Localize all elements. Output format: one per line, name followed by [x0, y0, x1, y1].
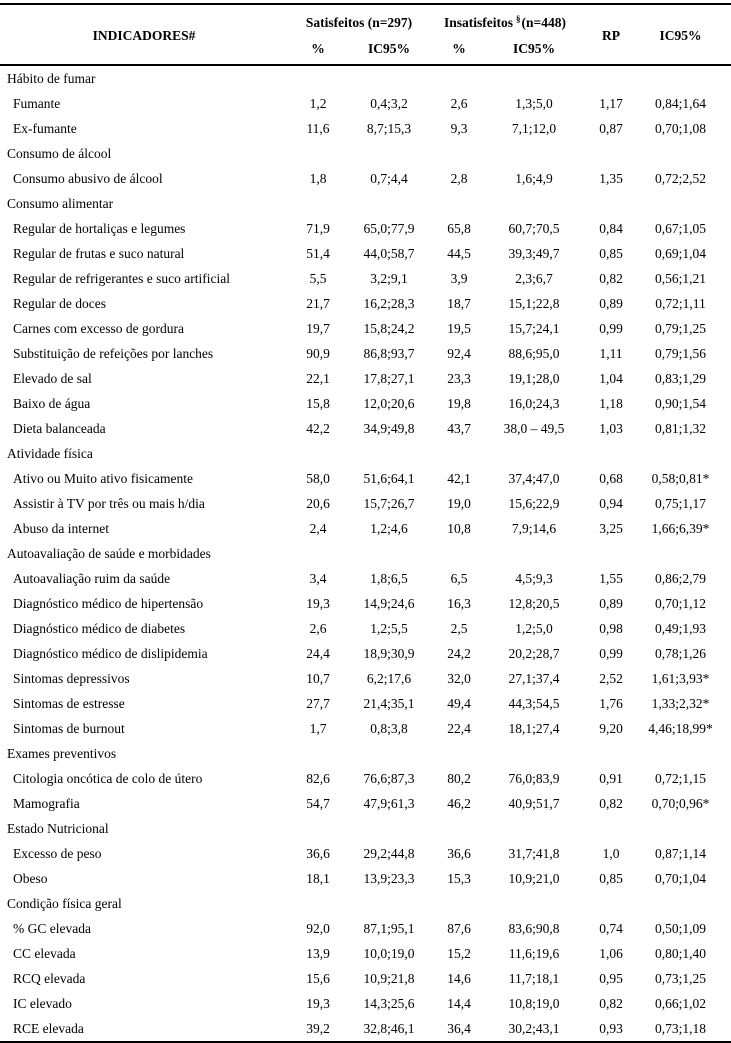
insatisfeitos-pct: 14,6: [447, 970, 471, 986]
table-row: [0, 991, 731, 1016]
satisfeitos-pct: 19,7: [306, 320, 330, 336]
satisfeitos-ic95: 0,7;4,4: [370, 170, 408, 186]
satisfeitos-pct: 39,2: [306, 1020, 330, 1036]
insatisfeitos-ic95: 44,3;54,5: [508, 695, 560, 711]
table-row: [0, 866, 731, 891]
satisfeitos-ic95: 86,8;93,7: [363, 345, 415, 361]
insatisfeitos-pct: 19,8: [447, 395, 471, 411]
insatisfeitos-pct: 24,2: [447, 645, 471, 661]
subheader-satisfeitos-ic95: IC95%: [367, 41, 410, 57]
subheader-insatisfeitos-ic95: IC95%: [512, 41, 555, 57]
satisfeitos-pct: 15,8: [306, 395, 330, 411]
indicator-label: Diagnóstico médico de hipertensão: [13, 595, 204, 611]
section-title: Condição física geral: [7, 895, 122, 911]
satisfeitos-ic95: 29,2;44,8: [363, 845, 415, 861]
satisfeitos-ic95: 8,7;15,3: [366, 120, 412, 136]
rp-value: 0,85: [599, 870, 623, 886]
rp-ic95: 0,80;1,40: [654, 945, 706, 961]
satisfeitos-pct: 21,7: [306, 295, 330, 311]
indicator-label: Dieta balanceada: [13, 420, 106, 436]
section-header-row: [0, 441, 731, 466]
rp-ic95: 0,86;2,79: [654, 570, 706, 586]
rp-ic95: 0,66;1,02: [654, 995, 706, 1011]
subheader-insatisfeitos-pct: %: [452, 41, 466, 57]
indicator-label: Diagnóstico médico de diabetes: [13, 620, 186, 636]
satisfeitos-pct: 18,1: [306, 870, 330, 886]
satisfeitos-ic95: 47,9;61,3: [363, 795, 415, 811]
rp-value: 0,85: [599, 245, 623, 261]
insatisfeitos-pct: 15,2: [447, 945, 471, 961]
rp-value: 0,91: [599, 770, 623, 786]
insatisfeitos-pct: 46,2: [447, 795, 471, 811]
rp-value: 1,0: [602, 845, 620, 861]
satisfeitos-ic95: 0,8;3,8: [370, 720, 408, 736]
satisfeitos-ic95: 1,8;6,5: [370, 570, 408, 586]
rp-value: 0,89: [599, 295, 623, 311]
indicator-label: Substituição de refeições por lanches: [13, 345, 214, 361]
satisfeitos-ic95: 0,4;3,2: [370, 95, 408, 111]
section-header-row: [0, 65, 731, 91]
indicator-label: % GC elevada: [13, 920, 91, 936]
insatisfeitos-pct: 43,7: [447, 420, 471, 436]
insatisfeitos-ic95: 83,6;90,8: [508, 920, 560, 936]
satisfeitos-pct: 3,4: [309, 570, 327, 586]
indicator-label: Carnes com excesso de gordura: [13, 320, 184, 336]
insatisfeitos-ic95: 15,1;22,8: [508, 295, 560, 311]
satisfeitos-pct: 54,7: [306, 795, 330, 811]
satisfeitos-ic95: 3,2;9,1: [370, 270, 408, 286]
satisfeitos-ic95: 1,2;4,6: [370, 520, 408, 536]
insatisfeitos-ic95: 20,2;28,7: [508, 645, 560, 661]
insatisfeitos-ic95: 76,0;83,9: [508, 770, 560, 786]
rp-ic95: 0,72;2,52: [654, 170, 706, 186]
table-row: [0, 566, 731, 591]
insatisfeitos-pct: 3,9: [450, 270, 468, 286]
section-symbol: §: [516, 13, 521, 24]
insatisfeitos-ic95: 30,2;43,1: [508, 1020, 560, 1036]
satisfeitos-ic95: 13,9;23,3: [363, 870, 415, 886]
satisfeitos-ic95: 1,2;5,5: [370, 620, 408, 636]
table-row: [0, 591, 731, 616]
insatisfeitos-ic95: 38,0 – 49,5: [503, 420, 565, 436]
rp-value: 1,18: [599, 395, 623, 411]
satisfeitos-ic95: 32,8;46,1: [363, 1020, 415, 1036]
table-row: [0, 516, 731, 541]
subheader-satisfeitos-pct: %: [311, 41, 325, 57]
insatisfeitos-pct: 44,5: [447, 245, 471, 261]
satisfeitos-ic95: 34,9;49,8: [363, 420, 415, 436]
indicators-table: [0, 3, 731, 1043]
indicator-label: Ativo ou Muito ativo fisicamente: [13, 470, 193, 486]
group-header-row: [0, 4, 731, 38]
insatisfeitos-pct: 42,1: [447, 470, 471, 486]
rp-value: 0,89: [599, 595, 623, 611]
section-header-row: [0, 741, 731, 766]
satisfeitos-pct: 58,0: [306, 470, 330, 486]
satisfeitos-pct: 5,5: [309, 270, 327, 286]
col-header-indicadores: INDICADORES#: [92, 28, 196, 44]
section-title: Consumo alimentar: [7, 195, 114, 211]
section-header-row: [0, 541, 731, 566]
rp-ic95: 0,79;1,56: [654, 345, 706, 361]
table-row: [0, 916, 731, 941]
rp-ic95: 0,70;1,12: [654, 595, 706, 611]
insatisfeitos-pct: 15,3: [447, 870, 471, 886]
indicator-label: Fumante: [13, 95, 61, 111]
table-row: [0, 241, 731, 266]
table-row: [0, 166, 731, 191]
insatisfeitos-ic95: 18,1;27,4: [508, 720, 560, 736]
indicator-label: Ex-fumante: [13, 120, 77, 136]
insatisfeitos-pct: 10,8: [447, 520, 471, 536]
satisfeitos-ic95: 10,9;21,8: [363, 970, 415, 986]
insatisfeitos-pct: 16,3: [447, 595, 471, 611]
satisfeitos-pct: 15,6: [306, 970, 330, 986]
section-title: Atividade física: [7, 445, 93, 461]
insatisfeitos-pct: 14,4: [447, 995, 471, 1011]
indicator-label: Regular de refrigerantes e suco artificial: [13, 270, 231, 286]
satisfeitos-ic95: 12,0;20,6: [363, 395, 415, 411]
satisfeitos-pct: 20,6: [306, 495, 330, 511]
insatisfeitos-ic95: 19,1;28,0: [508, 370, 560, 386]
rp-value: 0,82: [599, 795, 623, 811]
satisfeitos-pct: 2,6: [309, 620, 327, 636]
satisfeitos-pct: 92,0: [306, 920, 330, 936]
indicator-label: Sintomas de estresse: [13, 695, 125, 711]
rp-ic95: 0,72;1,15: [654, 770, 706, 786]
indicator-label: Regular de hortaliças e legumes: [13, 220, 186, 236]
table-row: [0, 341, 731, 366]
col-header-rp: RP: [602, 28, 620, 44]
insatisfeitos-label: Insatisfeitos: [444, 15, 514, 31]
table-row: [0, 291, 731, 316]
insatisfeitos-ic95: 88,6;95,0: [508, 345, 560, 361]
rp-ic95: 0,73;1,18: [654, 1020, 706, 1036]
insatisfeitos-ic95: 4,5;9,3: [515, 570, 553, 586]
insatisfeitos-pct: 80,2: [447, 770, 471, 786]
rp-ic95: 0,49;1,93: [654, 620, 706, 636]
table-row: [0, 266, 731, 291]
table-row: [0, 841, 731, 866]
rp-value: 1,17: [599, 95, 623, 111]
insatisfeitos-ic95: 7,9;14,6: [511, 520, 557, 536]
table-row: [0, 641, 731, 666]
rp-value: 0,94: [599, 495, 623, 511]
rp-value: 0,82: [599, 995, 623, 1011]
table-row: [0, 391, 731, 416]
satisfeitos-pct: 13,9: [306, 945, 330, 961]
table-row: [0, 691, 731, 716]
rp-ic95: 4,46;18,99*: [648, 720, 713, 736]
section-header-row: [0, 191, 731, 216]
rp-value: 1,06: [599, 945, 623, 961]
rp-ic95: 0,73;1,25: [654, 970, 706, 986]
insatisfeitos-ic95: 7,1;12,0: [511, 120, 557, 136]
rp-ic95: 0,70;1,04: [654, 870, 706, 886]
insatisfeitos-pct: 36,4: [447, 1020, 471, 1036]
insatisfeitos-pct: 18,7: [447, 295, 471, 311]
indicator-label: Autoavaliação ruim da saúde: [13, 570, 171, 586]
rp-ic95: 1,33;2,32*: [651, 695, 710, 711]
table-row: [0, 766, 731, 791]
table-row: [0, 466, 731, 491]
insatisfeitos-ic95: 37,4;47,0: [508, 470, 560, 486]
satisfeitos-pct: 22,1: [306, 370, 330, 386]
satisfeitos-pct: 36,6: [306, 845, 330, 861]
insatisfeitos-pct: 87,6: [447, 920, 471, 936]
table-row: [0, 491, 731, 516]
satisfeitos-pct: 27,7: [306, 695, 330, 711]
insatisfeitos-ic95: 16,0;24,3: [508, 395, 560, 411]
rp-ic95: 0,58;0,81*: [651, 470, 710, 486]
insatisfeitos-ic95: 11,6;19,6: [508, 945, 560, 961]
rp-ic95: 0,79;1,25: [654, 320, 706, 336]
insatisfeitos-ic95: 60,7;70,5: [508, 220, 560, 236]
indicator-label: Sintomas de burnout: [13, 720, 125, 736]
table-row: [0, 1016, 731, 1042]
insatisfeitos-pct: 19,5: [447, 320, 471, 336]
satisfeitos-pct: 2,4: [309, 520, 327, 536]
insatisfeitos-pct: 22,4: [447, 720, 471, 736]
col-header-satisfeitos: Satisfeitos (n=297): [305, 15, 413, 31]
satisfeitos-pct: 1,2: [309, 95, 327, 111]
rp-value: 0,93: [599, 1020, 623, 1036]
satisfeitos-ic95: 15,7;26,7: [363, 495, 415, 511]
insatisfeitos-ic95: 12,8;20,5: [508, 595, 560, 611]
table-row: [0, 116, 731, 141]
rp-value: 2,52: [599, 670, 623, 686]
satisfeitos-ic95: 10,0;19,0: [363, 945, 415, 961]
satisfeitos-pct: 19,3: [306, 995, 330, 1011]
insatisfeitos-pct: 49,4: [447, 695, 471, 711]
rp-value: 1,11: [599, 345, 623, 361]
satisfeitos-pct: 10,7: [306, 670, 330, 686]
satisfeitos-ic95: 65,0;77,9: [363, 220, 415, 236]
insatisfeitos-pct: 2,6: [450, 95, 468, 111]
rp-ic95: 0,90;1,54: [654, 395, 706, 411]
satisfeitos-ic95: 17,8;27,1: [363, 370, 415, 386]
satisfeitos-ic95: 6,2;17,6: [366, 670, 412, 686]
table-row: [0, 316, 731, 341]
satisfeitos-ic95: 76,6;87,3: [363, 770, 415, 786]
satisfeitos-pct: 71,9: [306, 220, 330, 236]
insatisfeitos-ic95: 10,8;19,0: [508, 995, 560, 1011]
satisfeitos-pct: 1,7: [309, 720, 327, 736]
indicator-label: CC elevada: [13, 945, 76, 961]
section-title: Hábito de fumar: [7, 70, 96, 86]
rp-ic95: 0,75;1,17: [654, 495, 706, 511]
insatisfeitos-ic95: 39,3;49,7: [508, 245, 560, 261]
insatisfeitos-ic95: 40,9;51,7: [508, 795, 560, 811]
rp-value: 0,68: [599, 470, 623, 486]
col-header-insatisfeitos: [430, 4, 580, 38]
rp-ic95: 0,83;1,29: [654, 370, 706, 386]
insatisfeitos-pct: 9,3: [450, 120, 468, 136]
insatisfeitos-ic95: 10,9;21,0: [508, 870, 560, 886]
satisfeitos-ic95: 15,8;24,2: [363, 320, 415, 336]
satisfeitos-pct: 51,4: [306, 245, 330, 261]
insatisfeitos-pct: 6,5: [450, 570, 468, 586]
rp-ic95: 1,61;3,93*: [651, 670, 710, 686]
indicator-label: Assistir à TV por três ou mais h/dia: [13, 495, 205, 511]
insatisfeitos-pct: 2,8: [450, 170, 468, 186]
section-title: Consumo de álcool: [7, 145, 112, 161]
rp-ic95: 0,87;1,14: [654, 845, 706, 861]
rp-value: 1,03: [599, 420, 623, 436]
satisfeitos-ic95: 87,1;95,1: [363, 920, 415, 936]
rp-value: 1,55: [599, 570, 623, 586]
indicator-label: Mamografia: [13, 795, 80, 811]
insatisfeitos-ic95: 2,3;6,7: [515, 270, 553, 286]
indicator-label: Regular de doces: [13, 295, 106, 311]
satisfeitos-pct: 11,6: [306, 120, 330, 136]
table-row: [0, 416, 731, 441]
insatisfeitos-pct: 23,3: [447, 370, 471, 386]
insatisfeitos-pct: 65,8: [447, 220, 471, 236]
rp-value: 0,82: [599, 270, 623, 286]
table-row: [0, 791, 731, 816]
rp-ic95: 0,81;1,32: [654, 420, 706, 436]
table-row: [0, 216, 731, 241]
rp-value: 0,99: [599, 645, 623, 661]
insatisfeitos-ic95: 1,6;4,9: [515, 170, 553, 186]
rp-ic95: 0,50;1,09: [654, 920, 706, 936]
satisfeitos-ic95: 18,9;30,9: [363, 645, 415, 661]
satisfeitos-pct: 1,8: [309, 170, 327, 186]
indicator-label: Excesso de peso: [13, 845, 102, 861]
table-row: [0, 966, 731, 991]
insatisfeitos-ic95: 27,1;37,4: [508, 670, 560, 686]
satisfeitos-ic95: 14,9;24,6: [363, 595, 415, 611]
rp-value: 3,25: [599, 520, 623, 536]
indicator-label: Regular de frutas e suco natural: [13, 245, 185, 261]
satisfeitos-pct: 19,3: [306, 595, 330, 611]
rp-ic95: 0,69;1,04: [654, 245, 706, 261]
indicator-label: Obeso: [13, 870, 48, 886]
section-title: Autoavaliação de saúde e morbidades: [7, 545, 211, 561]
insatisfeitos-ic95: 1,3;5,0: [515, 95, 553, 111]
rp-ic95: 0,72;1,11: [655, 295, 706, 311]
rp-value: 9,20: [599, 720, 623, 736]
insatisfeitos-ic95: 15,6;22,9: [508, 495, 560, 511]
satisfeitos-pct: 90,9: [306, 345, 330, 361]
indicator-label: IC elevado: [13, 995, 72, 1011]
satisfeitos-ic95: 16,2;28,3: [363, 295, 415, 311]
rp-ic95: 1,66;6,39*: [651, 520, 710, 536]
rp-value: 0,95: [599, 970, 623, 986]
insatisfeitos-pct: 2,5: [450, 620, 468, 636]
satisfeitos-ic95: 14,3;25,6: [363, 995, 415, 1011]
section-title: Estado Nutricional: [7, 820, 109, 836]
insatisfeitos-pct: 36,6: [447, 845, 471, 861]
section-header-row: [0, 816, 731, 841]
rp-value: 0,98: [599, 620, 623, 636]
rp-value: 1,04: [599, 370, 623, 386]
table-row: [0, 941, 731, 966]
table-header: [0, 4, 731, 65]
insatisfeitos-pct: 19,0: [447, 495, 471, 511]
indicator-label: Elevado de sal: [13, 370, 92, 386]
insatisfeitos-ic95: 15,7;24,1: [508, 320, 560, 336]
satisfeitos-ic95: 21,4;35,1: [363, 695, 415, 711]
satisfeitos-pct: 82,6: [306, 770, 330, 786]
section-header-row: [0, 141, 731, 166]
insatisfeitos-ic95: 1,2;5,0: [515, 620, 553, 636]
satisfeitos-ic95: 44,0;58,7: [363, 245, 415, 261]
rp-ic95: 0,84;1,64: [654, 95, 706, 111]
rp-ic95: 0,70;1,08: [654, 120, 706, 136]
rp-value: 0,99: [599, 320, 623, 336]
insatisfeitos-n: (n=448): [521, 15, 566, 31]
rp-value: 1,76: [599, 695, 623, 711]
satisfeitos-pct: 42,2: [306, 420, 330, 436]
insatisfeitos-pct: 32,0: [447, 670, 471, 686]
section-title: Exames preventivos: [7, 745, 117, 761]
col-header-ic95: IC95%: [659, 28, 702, 44]
indicator-label: Diagnóstico médico de dislipidemia: [13, 645, 208, 661]
rp-ic95: 0,78;1,26: [654, 645, 706, 661]
indicator-label: Abuso da internet: [13, 520, 109, 536]
indicator-label: RCQ elevada: [13, 970, 86, 986]
indicator-label: Consumo abusivo de álcool: [13, 170, 163, 186]
table-row: [0, 716, 731, 741]
table-row: [0, 616, 731, 641]
rp-ic95: 0,67;1,05: [654, 220, 706, 236]
satisfeitos-pct: 24,4: [306, 645, 330, 661]
table-row: [0, 666, 731, 691]
insatisfeitos-pct: 92,4: [447, 345, 471, 361]
rp-ic95: 0,70;0,96*: [651, 795, 710, 811]
table-row: [0, 366, 731, 391]
indicator-label: Sintomas depressivos: [13, 670, 130, 686]
insatisfeitos-ic95: 31,7;41,8: [508, 845, 560, 861]
rp-value: 0,74: [599, 920, 623, 936]
indicator-label: Baixo de água: [13, 395, 91, 411]
section-header-row: [0, 891, 731, 916]
satisfeitos-ic95: 51,6;64,1: [363, 470, 415, 486]
indicator-label: Citologia oncótica de colo de útero: [13, 770, 203, 786]
insatisfeitos-ic95: 11,7;18,1: [508, 970, 560, 986]
table-body: [0, 65, 731, 1042]
rp-ic95: 0,56;1,21: [654, 270, 706, 286]
indicator-label: RCE elevada: [13, 1020, 84, 1036]
rp-value: 0,87: [599, 120, 623, 136]
rp-value: 0,84: [599, 220, 623, 236]
rp-value: 1,35: [599, 170, 623, 186]
table-row: [0, 91, 731, 116]
